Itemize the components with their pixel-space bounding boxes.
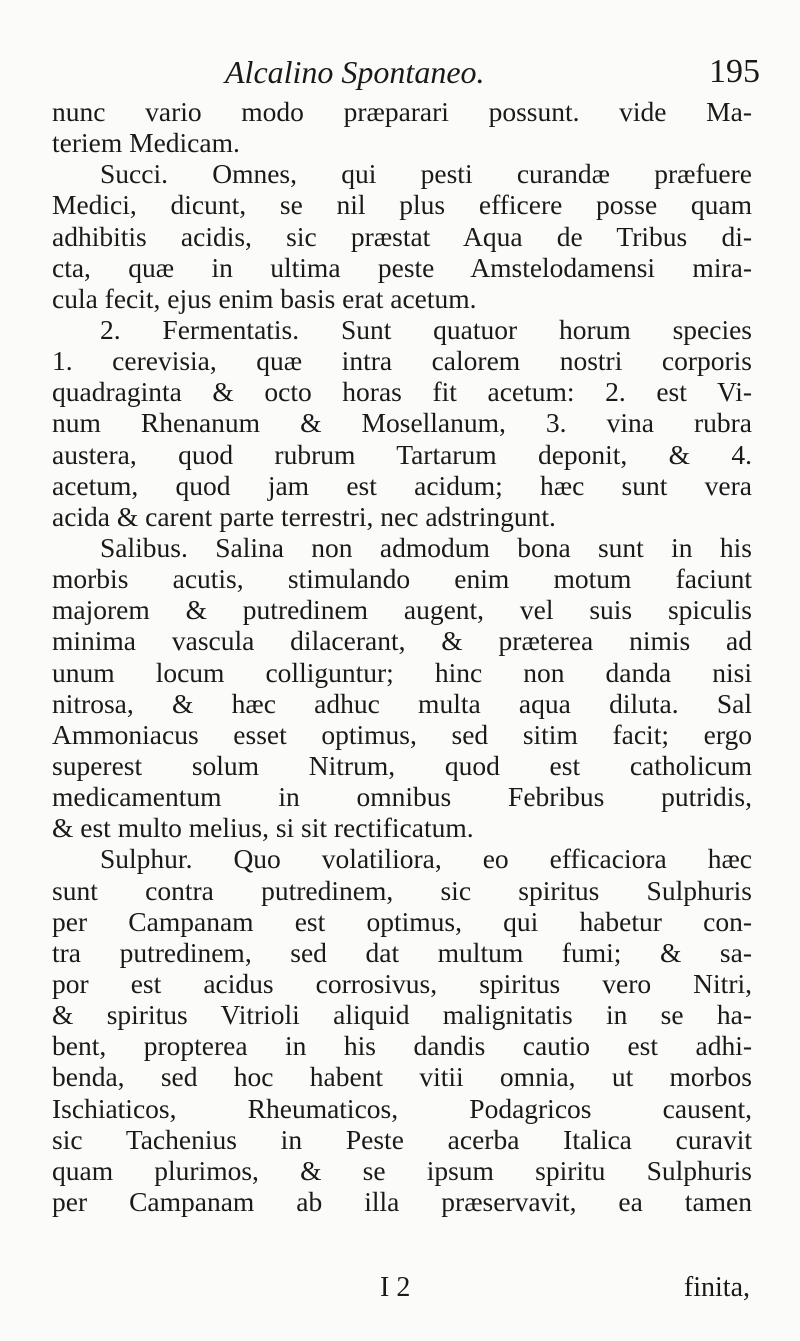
text-line: 2. Fermentatis. Sunt quatuor horum species — [100, 313, 752, 345]
text-line: & est multo melius, si sit rectificatum. — [52, 812, 474, 844]
text-line: 1. cerevisia, quæ intra calorem nostri corporis — [52, 345, 752, 377]
text-line: benda, sed hoc habent vitii omnia, ut morbos — [52, 1061, 752, 1093]
text-line: nunc vario modo præparari possunt. vide Ma- — [52, 96, 752, 127]
text-line: superest solum Nitrum, quod est catholicum — [52, 749, 752, 781]
page-number: 195 — [709, 53, 760, 90]
text-line: tra putredinem, sed dat multum fumi; & sa- — [52, 936, 752, 968]
catchword: finita, — [683, 1272, 750, 1303]
page-header — [0, 52, 800, 96]
text-line: bent, propterea in his dandis cautio est adhi- — [52, 1030, 752, 1062]
text-line: sunt contra putredinem, sic spiritus Sulphuris — [52, 874, 752, 906]
text-line: per Campanam ab illa præservavit, ea tamen — [52, 1185, 752, 1217]
text-line: acetum, quod jam est acidum; hæc sunt vera — [52, 469, 752, 501]
text-line: sic Tachenius in Peste acerba Italica curavit — [52, 1123, 752, 1155]
text-line: austera, quod rubrum Tartarum deponit, & 4. — [52, 438, 752, 470]
text-line: adhibitis acidis, sic præstat Aqua de Tribus di- — [52, 220, 752, 252]
text-line: medicamentum in omnibus Febribus putridis, — [52, 781, 752, 813]
text-line: minima vascula dilacerant, & præterea nimis ad — [52, 625, 752, 657]
text-line: cta, quæ in ultima peste Amstelodamensi mira- — [52, 251, 752, 283]
text-line: Sulphur. Quo volatiliora, eo efficaciora hæc — [100, 843, 752, 875]
text-line: per Campanam est optimus, qui habetur con- — [52, 905, 752, 937]
page-footer — [0, 1270, 800, 1310]
text-line: quam plurimos, & se ipsum spiritu Sulphuris — [52, 1154, 752, 1186]
text-line: morbis acutis, stimulando enim motum faciunt — [52, 563, 752, 595]
text-line: unum locum colliguntur; hinc non danda nisi — [52, 656, 752, 688]
text-line: teriem Medicam. — [52, 127, 240, 159]
text-line: cula fecit, ejus enim basis erat acetum. — [52, 282, 477, 314]
text-line: nitrosa, & hæc adhuc multa aqua diluta. Sal — [52, 687, 752, 719]
text-line: majorem & putredinem augent, vel suis spiculis — [52, 594, 752, 626]
text-line: quadraginta & octo horas fit acetum: 2. est Vi- — [52, 376, 752, 408]
text-line: Salibus. Salina non admodum bona sunt in his — [100, 531, 752, 563]
signature-mark: I 2 — [380, 1272, 411, 1303]
text-line: Succi. Omnes, qui pesti curandæ præfuere — [100, 158, 752, 190]
text-line: Ammoniacus esset optimus, sed sitim facit; ergo — [52, 718, 752, 750]
text-line: & spiritus Vitrioli aliquid malignitatis in se ha- — [52, 999, 752, 1031]
text-line: acida & carent parte terrestri, nec adstringunt. — [52, 500, 556, 532]
running-head: Alcalino Spontaneo. — [225, 54, 485, 90]
text-line: Medici, dicunt, se nil plus efficere posse quam — [52, 189, 752, 221]
body-text — [52, 96, 752, 1217]
text-line: num Rhenanum & Mosellanum, 3. vina rubra — [52, 407, 752, 439]
text-line: por est acidus corrosivus, spiritus vero Nitri, — [52, 967, 752, 999]
text-line: Ischiaticos, Rheumaticos, Podagricos causent, — [52, 1092, 752, 1124]
